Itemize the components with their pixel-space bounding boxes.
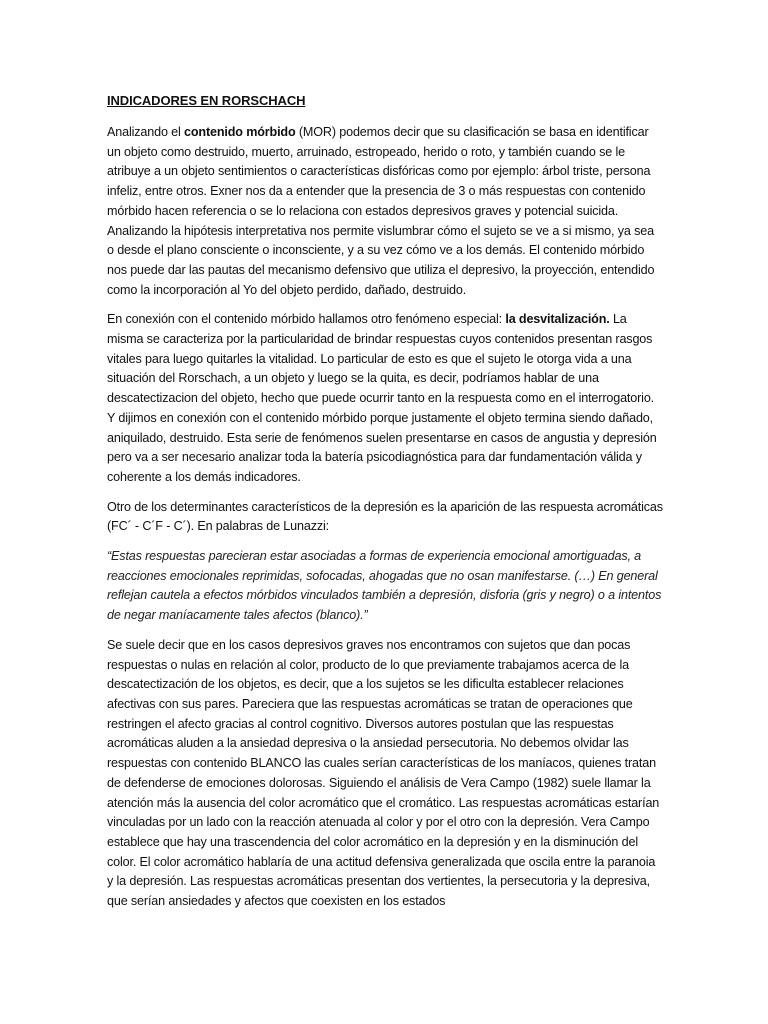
term-desvitalizacion: la desvitalización. [505, 312, 610, 327]
paragraph-desvitalizacion [107, 310, 663, 487]
document-page [107, 92, 663, 922]
paragraph-depresivos-graves: Se suele decir que en los casos depresivos graves nos encontramos con sujetos que dan pocas respuestas o nulas en relación al color, producto de lo que previamente trabajamos acerca de la descatectización de los objetos, es decir, que a los sujetos se les dificulta establecer relaciones afectivas con sus pares. Pareciera que las respuestas acromáticas se tratan de operaciones que restringen el afecto gracias al control cognitivo. Diversos autores postulan que las respuestas acromáticas aluden a la ansiedad depresiva o la ansiedad persecutoria. No debemos olvidar las respuestas con contenido BLANCO las cuales serían características de los maníacos, quienes tratan de defenderse de emociones dolorosas. Siguiendo el análisis de Vera Campo (1982) suele llamar la atención más la ausencia del color acromático que el cromático. Las respuestas acromáticas estarían vinculadas por un lado con la reacción atenuada al color y por el otro con la depresión. Vera Campo establece que hay una trascendencia del color acromático en la depresión y en la disminución del color. El color acromático hablaría de una actitud defensiva generalizada que oscila entre la paranoia y la depresión. Las respuestas acromáticas presentan dos vertientes, la persecutoria y la depresiva, que serían ansiedades y afectos que coexisten en los estados [107, 637, 660, 909]
paragraph-1-intro: Analizando el [107, 125, 185, 139]
paragraph-contenido-morbido [107, 123, 663, 300]
lunazzi-quote: “Estas respuestas parecieran estar asociadas a formas de experiencia emocional amortiguadas, a reacciones emocionales reprimidas, sofocadas, ahogadas que no osan manifestarse. (…) En general reflejan cautela a efectos mórbidos vinculados también a depresión, disforia (gris y negro) o a intentos de negar maníacamente tales afectos (blanco).” [107, 549, 662, 623]
term-contenido-morbido: contenido mórbido [184, 125, 296, 139]
paragraph-1-body: (MOR) podemos decir que su clasificación se basa en identificar un objeto como destruido, muerto, arruinado, estropeado, herido o roto, y también cuando se le atribuye a un objeto sentimientos o características disfóricas como por ejemplo: árbol triste, persona infeliz, entre otros. Exner nos da a entender que la presencia de 3 o más respuestas con contenido mórbido hacen referencia o se lo relaciona con estados depresivos graves y potencial suicida. Analizando la hipótesis interpretativa nos permite vislumbrar cómo el sujeto se ve a si mismo, ya sea o desde el plano consciente o inconsciente, y a su vez cómo ve a los demás. El contenido mórbido nos puede dar las pautas del mecanismo defensivo que utiliza el depresivo, la proyección, entendido como la incorporación al Yo del objeto perdido, dañado, destruido. [107, 125, 655, 297]
paragraph-2-intro: En conexión con el contenido mórbido hallamos otro fenómeno especial: [107, 312, 506, 327]
paragraph-acromaticas: Otro de los determinantes característicos de la depresión es la aparición de las respuesta acromáticas (FC´ - C´F - C´). En palabras de Lunazzi: [107, 499, 663, 534]
document-title: INDICADORES EN RORSCHACH [107, 93, 306, 108]
paragraph-2-body: La misma se caracteriza por la particularidad de brindar respuestas cuyos contenidos presentan rasgos vitales para luego quitarles la vitalidad. Lo particular de esto es que el sujeto le otorga vida a una situación del Rorschach, a un objeto y luego se la quita, es decir, podríamos hablar de una descatectizacion del objeto, hecho que puede ocurrir tanto en la respuesta como en el interrogatorio. Y dijimos en conexión con el contenido mórbido porque justamente el objeto termina siendo dañado, aniquilado, destruido. Esta serie de fenómenos suelen presentarse en casos de angustia y depresión pero va a ser necesario analizar toda la batería psicodiagnóstica para dar fundamentación válida y coherente a los demás indicadores. [107, 312, 657, 484]
